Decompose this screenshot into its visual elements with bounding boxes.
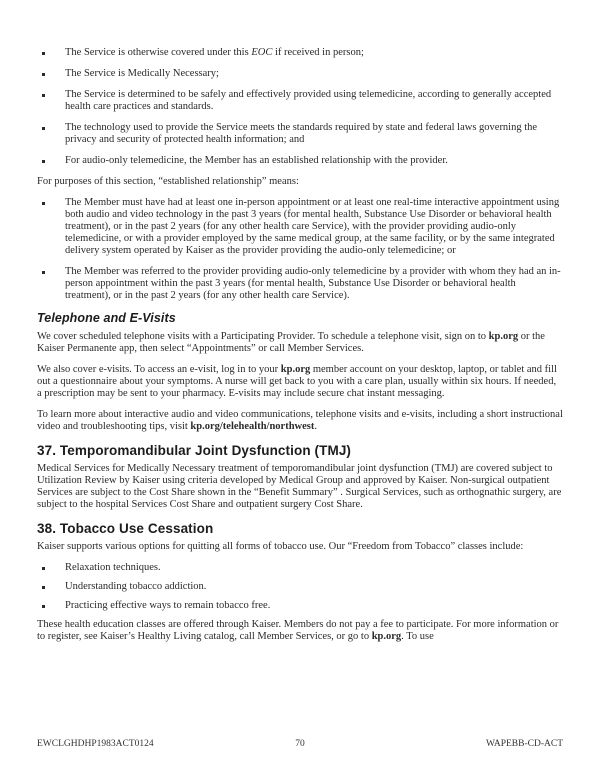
- list-item: [37, 89, 563, 113]
- list-item: [37, 600, 563, 612]
- list-item: [37, 581, 563, 593]
- list-item: [37, 47, 563, 59]
- footer-page-number: 70: [295, 739, 305, 749]
- list-item-text: The Member was referred to the provider providing audio-only telemedicine by a provider with whom they had an in-person appointment within the past 3 years (for mental health, Substance Use Disorder or behavioral health treatment), or in the past 2 years (for any other health care Service).: [65, 266, 561, 301]
- list-item: [37, 562, 563, 574]
- tmj-paragraph: Medical Services for Medically Necessary treatment of temporomandibular joint dysfunction (TMJ) are covered subject to Utilization Review by Kaiser using criteria developed by Medical Group and approved by Kaiser. Non-surgical outpatient Services are subject to the Cost Share shown in the “Benefit Summary” . Surgical Services, such as orthognathic surgery, are subject to the hospital Services Cost Share and outpatient surgery Cost Share.: [37, 463, 562, 510]
- bullet-icon: [42, 52, 45, 55]
- bullet-icon: [42, 202, 45, 205]
- bullet-icon: [42, 605, 45, 608]
- footer-plan-code: WAPEBB-CD-ACT: [485, 739, 563, 749]
- text-run: The Service is otherwise covered under this: [65, 47, 252, 58]
- tobacco-classes-list: [37, 562, 563, 612]
- list-item: [37, 197, 563, 257]
- list-item-text: The Service is Medically Necessary;: [65, 68, 219, 79]
- list-item-text: The Service is determined to be safely and effectively provided using telemedicine, according to generally accepted health care practices and standards.: [65, 89, 552, 112]
- list-item: [37, 266, 563, 302]
- list-item: [37, 68, 563, 80]
- bullet-icon: [42, 94, 45, 97]
- text-run: member account on your desktop, laptop, or tablet and fill out a questionnaire about your symptoms. A nurse will get back to you with a care plan, usually within six hours. If needed, a prescription may be sent to your pharmacy. E-visits may include secure chat instant messaging.: [37, 364, 557, 399]
- eoc-italic-text: EOC: [251, 47, 273, 58]
- list-item-text: For audio-only telemedicine, the Member has an established relationship with the provider.: [65, 155, 448, 166]
- telephone-paragraph-1: [37, 331, 563, 355]
- bullet-icon: [42, 160, 45, 163]
- bullet-icon: [42, 73, 45, 76]
- page-footer: [0, 738, 600, 754]
- list-item-text: Relaxation techniques.: [65, 562, 161, 573]
- tmj-section-heading: 37. Temporomandibular Joint Dysfunction (TMJ): [37, 443, 352, 458]
- list-item: [37, 122, 563, 146]
- kp-org-bold-text: kp.org: [488, 331, 519, 342]
- text-run: We cover scheduled telephone visits with a Participating Provider. To schedule a telephone visit, sign on to: [37, 331, 489, 342]
- telephone-paragraph-2: [37, 364, 563, 400]
- text-run: To learn more about interactive audio and video communications, telephone visits and e-visits, including a short instructional video and troubleshooting tips, visit: [37, 409, 563, 432]
- text-run: .: [314, 421, 317, 432]
- bullet-icon: [42, 127, 45, 130]
- bullet-icon: [42, 271, 45, 274]
- text-run: or the Kaiser Permanente app, then select “Appointments” or call Member Services.: [37, 331, 545, 354]
- list-item-text: Practicing effective ways to remain tobacco free.: [65, 600, 271, 611]
- telephone-evisits-heading: Telephone and E-Visits: [37, 311, 176, 325]
- bullet-icon: [42, 586, 45, 589]
- telehealth-url-bold-text: kp.org/telehealth/northwest: [190, 421, 315, 432]
- list-item-text: The technology used to provide the Service meets the standards required by state and federal laws governing the privacy and security of protected health information; and: [65, 122, 538, 145]
- telephone-paragraph-3: [37, 409, 563, 433]
- text-run: These health education classes are offered through Kaiser. Members do not pay a fee to participate. For more information or to register, see Kaiser’s Healthy Living catalog, call Member Services, or go to: [37, 619, 559, 642]
- tobacco-outro-paragraph: [37, 619, 563, 643]
- bullet-icon: [42, 567, 45, 570]
- kp-org-bold-text: kp.org: [371, 631, 402, 642]
- text-run: . To use: [401, 631, 434, 642]
- text-run: if received in person;: [272, 47, 364, 58]
- list-item: [37, 155, 563, 167]
- list-item-text: The Member must have had at least one in-person appointment or at least one real-time interactive appointment using both audio and video technology in the past 3 years (for mental health, Substance Use Disorder or behavioral health treatment), or in the past 2 years (for any other health care Service), with the provider providing audio-only telemedicine, or with a provider employed by the same medical group, at the same facility, or by the same integrated delivery system operated by Kaiser as the provider providing the audio-only telemedicine; or: [65, 197, 560, 256]
- tobacco-intro-paragraph: Kaiser supports various options for quitting all forms of tobacco use. Our “Freedom from Tobacco” classes include:: [37, 541, 524, 552]
- established-relationship-list: [37, 197, 563, 302]
- text-run: We also cover e-visits. To access an e-visit, log in to your: [37, 364, 281, 375]
- established-relationship-intro: For purposes of this section, “established relationship” means:: [37, 176, 299, 187]
- tobacco-section-heading: 38. Tobacco Use Cessation: [37, 521, 214, 536]
- kp-org-bold-text: kp.org: [280, 364, 311, 375]
- list-item-text: [65, 47, 364, 59]
- list-item-text: Understanding tobacco addiction.: [65, 581, 207, 592]
- telemedicine-conditions-list: [37, 47, 563, 167]
- footer-document-code: EWCLGHDHP1983ACT0124: [37, 739, 154, 749]
